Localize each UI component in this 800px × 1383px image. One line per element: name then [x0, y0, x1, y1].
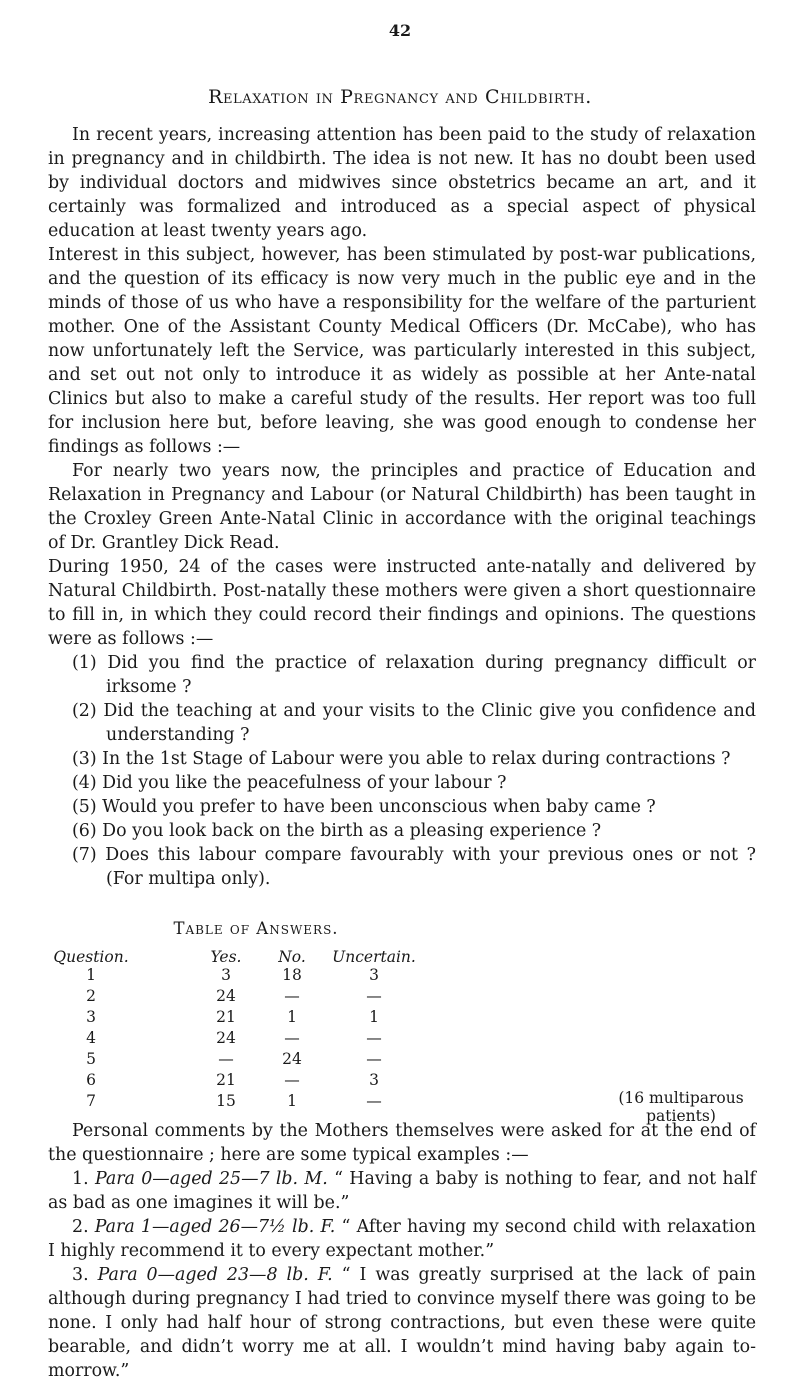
question-list — [48, 651, 756, 891]
cell-yes: — — [218, 1050, 234, 1068]
section-title: Relaxation in Pregnancy and Childbirth. — [208, 86, 592, 108]
table-title: Table of Answers. — [173, 919, 339, 938]
cell-yes: 15 — [216, 1092, 236, 1110]
paragraph-4: During 1950, 24 of the cases were instructed ante-natally and delivered by Natural Childbirth. Post-natally these mothers were given a short questionnaire to fill in, in which they could record their findings and opinions. The questions were as follows :— — [48, 557, 756, 649]
comments-section — [48, 1119, 756, 1383]
paragraph-3: For nearly two years now, the principles and practice of Education and Relaxation in Pregnancy and Labour (or Natural Childbirth) has been taught in the Croxley Green Ante-Natal Clinic in accordance with the original teachings of Dr. Grantley Dick Read. — [48, 461, 756, 553]
cell-no: — — [284, 1029, 300, 1047]
comment-meta: Para 1—aged 26—7½ lb. F. — [94, 1217, 336, 1237]
table-row — [48, 1089, 756, 1125]
cell-question: 3 — [86, 1008, 96, 1026]
cell-uncertain: 3 — [369, 966, 379, 984]
table-header-row — [48, 945, 756, 965]
comment-quote: “ I was greatly surprised at the lack of pain although during pregnancy I had tried to convince myself there was going to be none. I only had half hour of strong contractions, but even these were quite bearable, and didn’t worry me at all. I wouldn’t mind having baby again to-morrow.” — [48, 1265, 756, 1381]
cell-question: 1 — [86, 966, 96, 984]
cell-question: 6 — [86, 1071, 96, 1089]
cell-question: 7 — [86, 1092, 96, 1110]
table-row — [48, 1068, 756, 1088]
comment-number: 2. — [72, 1217, 95, 1237]
cell-no: — — [284, 987, 300, 1005]
cell-uncertain: — — [366, 1050, 382, 1068]
comment-meta: Para 0—aged 25—7 lb. M. — [94, 1169, 328, 1189]
cell-uncertain: — — [366, 1092, 382, 1110]
question-item: (3) In the 1st Stage of Labour were you able to relax during contractions ? — [72, 749, 731, 769]
table-row — [48, 963, 756, 983]
page-number: 42 — [388, 21, 412, 40]
cell-no: 1 — [287, 1092, 297, 1110]
paragraph-1: In recent years, increasing attention has been paid to the study of relaxation in pregnancy and in childbirth. The idea is not new. It has no doubt been used by individual doctors and midwives since obstetrics became an art, and it certainly was formalized and introduced as a special aspect of physical education at least twenty years ago. — [48, 125, 756, 241]
cell-yes: 21 — [216, 1071, 236, 1089]
cell-uncertain: — — [366, 987, 382, 1005]
comment-number: 3. — [72, 1265, 98, 1285]
table-row — [48, 984, 756, 1004]
table-row — [48, 1005, 756, 1025]
cell-yes: 24 — [216, 1029, 236, 1047]
cell-yes: 3 — [221, 966, 231, 984]
answers-table — [48, 909, 756, 1125]
cell-uncertain: 1 — [369, 1008, 379, 1026]
cell-no: 18 — [282, 966, 302, 984]
cell-no: 1 — [287, 1008, 297, 1026]
comment-item — [48, 1263, 756, 1383]
cell-yes: 21 — [216, 1008, 236, 1026]
comment-number: 1. — [72, 1169, 95, 1189]
header-question: Question. — [53, 948, 129, 966]
question-item: (4) Did you like the peacefulness of your labour ? — [72, 773, 507, 793]
cell-question: 4 — [86, 1029, 96, 1047]
cell-yes: 24 — [216, 987, 236, 1005]
header-yes: Yes. — [210, 948, 242, 966]
cell-uncertain: — — [366, 1029, 382, 1047]
comment-item — [48, 1167, 756, 1215]
question-item: (1) Did you find the practice of relaxation during pregnancy difficult or irksome ? — [72, 653, 756, 697]
cell-question: 5 — [86, 1050, 96, 1068]
comment-quote: “ Having a baby is nothing to fear, and not half as bad as one imagines it will be.” — [48, 1169, 756, 1213]
cell-uncertain: 3 — [369, 1071, 379, 1089]
question-item: (7) Does this labour compare favourably with your previous ones or not ? (For multipa only). — [72, 845, 756, 889]
comment-quote: “ After having my second child with relaxation I highly recommend it to every expectant mother.” — [48, 1217, 756, 1261]
header-no: No. — [278, 948, 306, 966]
table-row — [48, 1026, 756, 1046]
table-row — [48, 1047, 756, 1067]
cell-no: 24 — [282, 1050, 302, 1068]
question-item: (2) Did the teaching at and your visits to the Clinic give you confidence and understanding ? — [72, 701, 756, 745]
paragraph-2: Interest in this subject, however, has been stimulated by post-war publications, and the question of its efficacy is now very much in the public eye and in the minds of those of us who have a responsibility for the welfare of the parturient mother. One of the Assistant County Medical Officers (Dr. McCabe), who has now unfortunately left the Service, was particularly interested in this subject, and set out not only to introduce it as widely as possible at her Ante-natal Clinics but also to make a careful study of the results. Her report was too full for inclusion here but, before leaving, she was good enough to condense her findings as follows :— — [48, 245, 756, 457]
table-note: (16 multiparous patients) — [618, 1089, 744, 1125]
cell-question: 2 — [86, 987, 96, 1005]
cell-no: — — [284, 1071, 300, 1089]
header-uncertain: Uncertain. — [332, 948, 416, 966]
question-item: (5) Would you prefer to have been unconscious when baby came ? — [72, 797, 656, 817]
body-text — [48, 123, 756, 1383]
question-item: (6) Do you look back on the birth as a pleasing experience ? — [72, 821, 602, 841]
comment-item — [48, 1215, 756, 1263]
comment-meta: Para 0—aged 23—8 lb. F. — [97, 1265, 333, 1285]
comments-intro: Personal comments by the Mothers themselves were asked for at the end of the questionnaire ; here are some typical examples :— — [48, 1121, 756, 1165]
